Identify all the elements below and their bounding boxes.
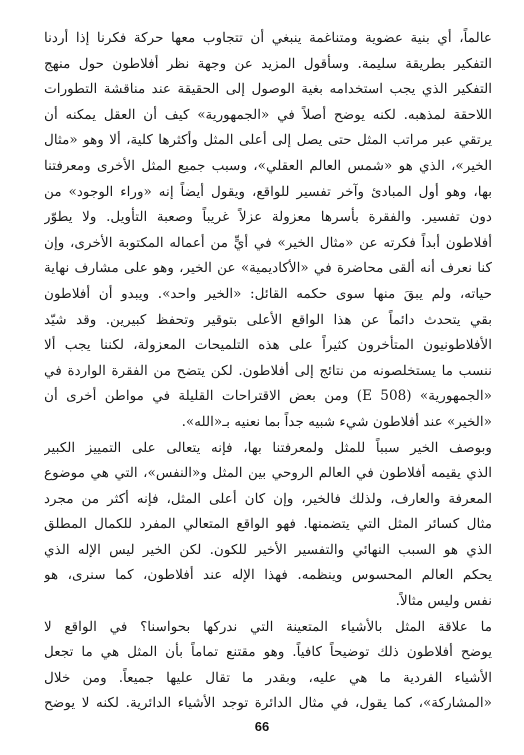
text-line: التفكير بطريقة سليمة. وسأقول المزيد عن وجهة نظر أفلاطون حول منهج [44,55,492,72]
text-line: أفلاطون أبداً فكرته عن «مثال الخير» في أيٍّ من أعماله المكتوبة الأخرى، وإن [44,234,492,251]
text-line: ما علاقة المثل بالأشياء المتعينة التي ندركها بحواسنا؟ في الواقع لا [44,618,492,635]
text-line: الذي هو السبب النهائي والتفسير الأخير للكون. لكن الخير ليس الإله الذي [44,541,492,558]
text-line: اللاحقة لمذهبه. لكنه يوضح أصلاً في «الجمهورية» كيف أن العقل يمكنه أن [44,106,492,123]
text-line: بقي يتحدث دائماً عن هذا الواقع الأعلى بتوقير وتحفظ كبيرين. وقد شيّد [44,311,492,328]
text-line: المعرفة والعارف، ولذلك فالخير، وإن كان أعلى المثل، فإنه أكثر من مجرد [44,490,492,507]
text-line: الأفلاطونيون المتأخرون كثيراً على هذه التلميحات المعزولة، لكننا يجب ألا [44,337,492,354]
text-line: مثال كسائر المثل التي يتضمنها. فهو الواقع المتعالي المفرد للكمال المطلق [44,516,492,533]
text-line: يوضح أفلاطون ذلك توضيحاً كافياً. وهو مقتنع تماماً بأن المثل هي ما تجعل [44,644,492,661]
page-number: 66 [254,719,270,734]
text-line: يحكم العالم المحسوس وينظمه. فهذا الإله عند أفلاطون، كما سنرى، هو [44,567,492,584]
paragraph-1 [44,26,492,436]
text-line: «الجمهورية» (E 508) ومن بعض الاقتراحات القليلة في مواطن أخرى أن [44,388,492,405]
text-line: نفس وليس مثالاً. [395,593,492,610]
text-line: وبوصف الخير سبباً للمثل ولمعرفتنا بها، فإنه يتعالى على التمييز الكبير [44,439,492,456]
text-line: حياته، ولم يبقَ منها سوى حكمه القائل: «الخير واحد». ويبدو أن أفلاطون [44,285,492,302]
paragraph-3 [44,615,492,717]
text-line: عالماً، أي بنية عضوية ومتناغمة ينبغي أن تتجاوب معها حركة فكرنا إذا أردنا [44,30,492,46]
paragraph-2 [44,436,492,615]
text-line: بها، وهو أول المبادئ وآخر تفسير للواقع، ويقول أيضاً إنه «وراء الوجود» من [44,183,492,200]
text-line: دون تفسير. والفقرة بأسرها معزولة عزلاً غريباً وصعبة التأويل. ولا يطوّر [44,209,492,226]
text-line: الخير»، الذي هو «شمس العالم العقلي»، وسبب جميع المثل الأخرى ومعرفتنا [44,157,492,174]
text-line: الأشياء الفردية ما هي عليه، وبقدر ما تقال عليها جميعاً. ومن خلال [44,669,492,686]
text-line: «المشاركة»، كما يقول، في مثال الدائرة توجد الأشياء الدائرية. لكنه لا يوضح [44,695,492,712]
text-line: كنا نعرف أنه ألقى محاضرة في «الأكاديمية» عن الخير، وهو على مشارف نهاية [44,260,492,277]
text-line: ننسب ما يستخلصونه من نتائج إلى أفلاطون. لكن يتضح من الفقرة الواردة في [44,362,492,379]
text-line: «الخير» عند أفلاطون شيء شبيه جداً بما نعنيه بـ«الله». [181,413,492,430]
text-line: الذي يقيمه أفلاطون في العالم الروحي بين المثل و«النفس»، التي هي موضوع [44,465,492,482]
text-line: يرتقي عبر مراتب المثل حتى يصل إلى أعلى المثل وأكثرها كلية، ألا وهو «مثال [44,132,492,149]
text-line: التفكير الذي يجب استخدامه بغية الوصول إلى الحقيقة عند مناقشة التطورات [44,81,492,98]
page-body [44,26,492,717]
